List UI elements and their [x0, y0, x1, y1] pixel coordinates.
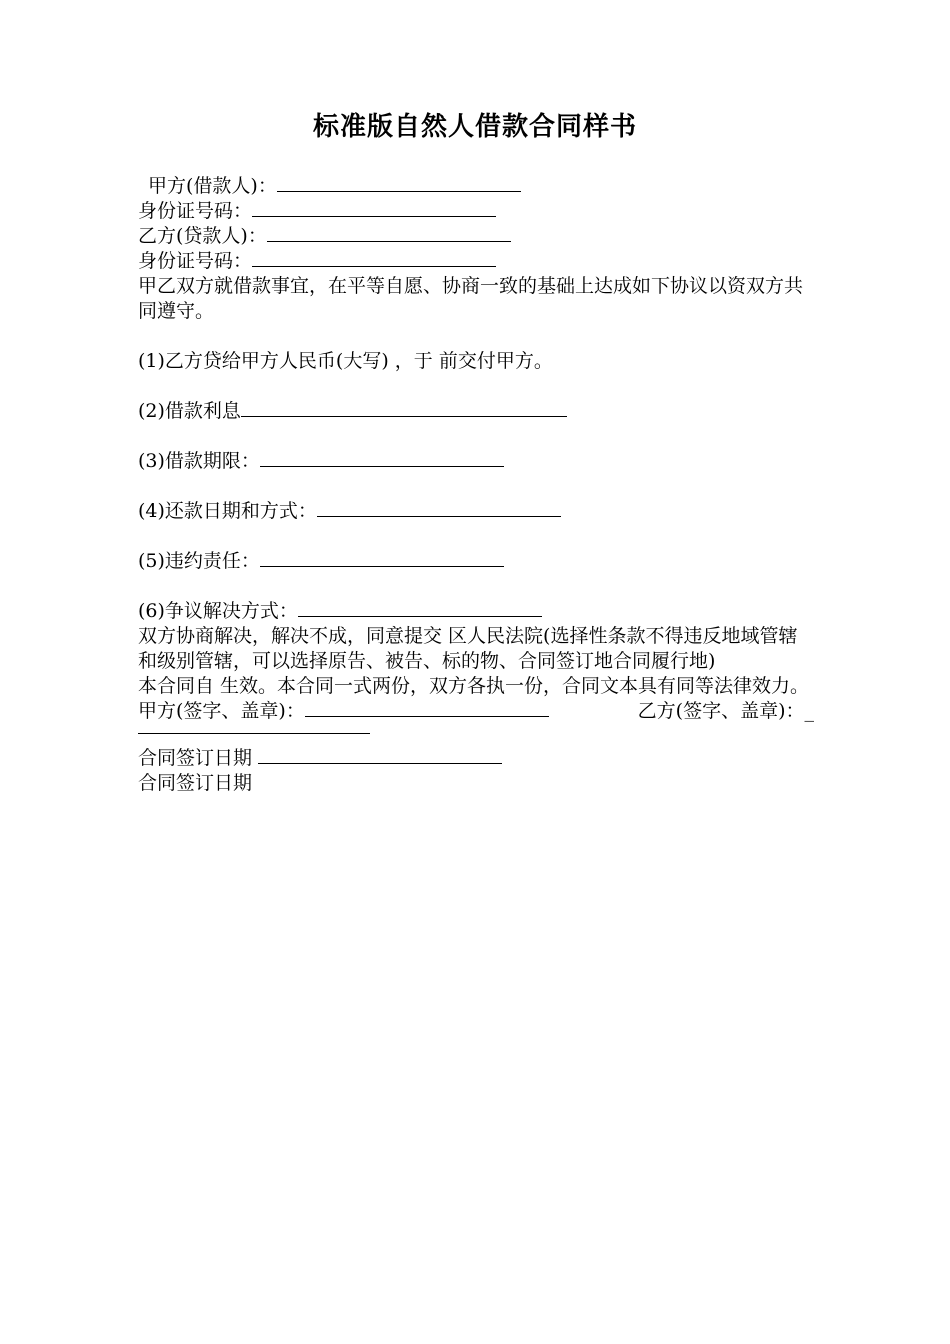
- clause-6: (6)争议解决方式：: [138, 600, 298, 622]
- clause-4: (4)还款日期和方式：: [138, 500, 317, 522]
- clause-5-blank: [260, 549, 504, 567]
- signature-row: [138, 699, 814, 724]
- party-b-id-blank: [252, 249, 496, 267]
- party-b-signature-blank: [138, 724, 370, 734]
- party-a-id-line: [138, 199, 814, 224]
- dispute-paragraph: 双方协商解决，解决不成，同意提交 区人民法院(选择性条款不得违反地域管辖和级别管辖，可以选择原告、被告、标的物、合同签订地合同履行地): [138, 625, 798, 672]
- party-b-line: [138, 224, 814, 249]
- date-blank: [258, 746, 502, 764]
- party-a-id-label: 身份证号码：: [138, 200, 253, 222]
- party-a-label: 甲方(借款人)：: [148, 175, 277, 197]
- party-b-id-label: 身份证号码：: [138, 250, 253, 272]
- date-label-2: 合同签订日期: [138, 772, 253, 794]
- clause-1: (1)乙方贷给甲方人民币(大写) ，于 前交付甲方。: [138, 350, 553, 372]
- clause-3-blank: [260, 449, 504, 467]
- clause-3-line: [138, 449, 814, 474]
- date-label-1: 合同签订日期: [138, 747, 253, 769]
- date-line-1: [138, 746, 814, 771]
- contract-body: [138, 174, 814, 796]
- party-a-line: [138, 174, 814, 199]
- party-b-id-line: [138, 249, 814, 274]
- effect-paragraph: 本合同自 生效。本合同一式两份，双方各执一份，合同文本具有同等法律效力。: [138, 675, 810, 697]
- clause-4-line: [138, 499, 814, 524]
- party-a-signature: [138, 699, 549, 724]
- clause-5: (5)违约责任：: [138, 550, 260, 572]
- clause-3: (3)借款期限：: [138, 450, 260, 472]
- clause-2-line: [138, 399, 814, 424]
- clause-4-blank: [317, 499, 561, 517]
- document-title: 标准版自然人借款合同样书: [312, 112, 637, 142]
- clause-2-blank: [241, 399, 567, 417]
- party-b-signature: 乙方(签字、盖章)：_: [637, 700, 814, 722]
- clause-6-line: [138, 599, 814, 624]
- party-a-blank: [277, 174, 521, 192]
- party-a-id-blank: [252, 199, 496, 217]
- party-a-signature-label: 甲方(签字、盖章)：: [138, 700, 305, 722]
- party-b-label: 乙方(贷款人)：: [138, 225, 267, 247]
- clause-2: (2)借款利息: [138, 400, 241, 422]
- party-b-blank: [267, 224, 511, 242]
- clause-6-blank: [298, 599, 542, 617]
- party-a-signature-blank: [305, 699, 549, 717]
- intro-paragraph: 甲乙双方就借款事宜，在平等自愿、协商一致的基础上达成如下协议以资双方共同遵守。: [138, 275, 804, 322]
- date-line-2: [138, 771, 814, 796]
- clause-5-line: [138, 549, 814, 574]
